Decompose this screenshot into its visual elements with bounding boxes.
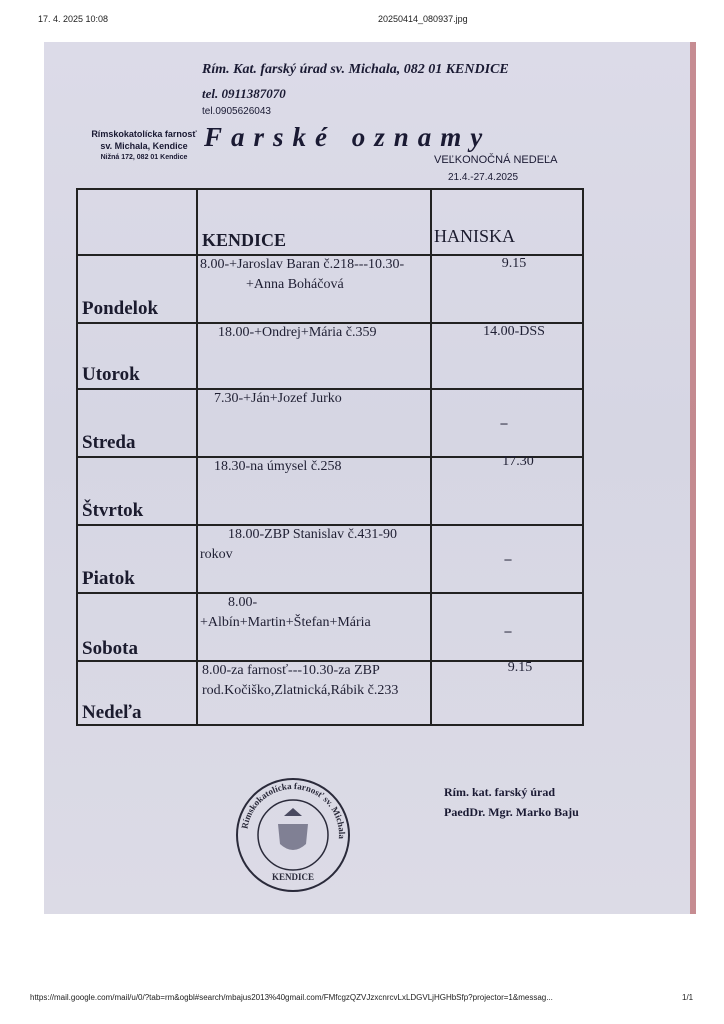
stamp-text: Rímskokatolícka farnosť sv. Michala xyxy=(239,780,348,840)
kendice-saturday-2: +Albín+Martin+Štefan+Mária xyxy=(200,615,371,630)
haniska-sunday: 9.15 xyxy=(507,660,533,675)
kendice-wednesday: 7.30-+Ján+Jozef Jurko xyxy=(214,391,342,406)
haniska-monday: 9.15 xyxy=(501,256,527,271)
signature-block xyxy=(444,782,579,822)
page-title: Farské oznamy xyxy=(204,122,492,152)
stamp-town: KENDICE xyxy=(271,872,315,882)
print-filename: 20250414_080937.jpg xyxy=(378,14,468,24)
divider xyxy=(78,592,582,594)
day-thursday: Štvrtok xyxy=(82,500,144,521)
kendice-saturday: 8.00- xyxy=(228,595,258,610)
signature-office: Rím. kat. farský úrad xyxy=(444,785,556,799)
scan-edge xyxy=(690,42,696,914)
kendice-sunday-2: rod.Kočiško,Zlatnická,Rábik č.233 xyxy=(202,683,399,698)
parish-block xyxy=(74,128,214,164)
kendice-friday: 18.00-ZBP Stanislav č.431-90 xyxy=(228,527,398,542)
kendice-monday-2: +Anna Boháčová xyxy=(246,277,344,292)
column-header-haniska: HANISKA xyxy=(434,226,515,246)
haniska-saturday: – xyxy=(504,624,512,639)
schedule-table xyxy=(76,188,584,726)
scanned-document xyxy=(44,42,696,914)
haniska-tuesday: 14.00-DSS xyxy=(483,324,545,339)
kendice-sunday: 8.00-za farnosť---10.30-za ZBP xyxy=(202,663,380,678)
column-header-kendice: KENDICE xyxy=(202,230,287,250)
kendice-tuesday: 18.00-+Ondrej+Mária č.359 xyxy=(218,325,377,340)
haniska-friday: – xyxy=(504,552,512,567)
kendice-friday-2: rokov xyxy=(200,547,233,562)
parish-address: Rím. Kat. farský úrad sv. Michala, 082 01 KENDICE xyxy=(202,62,509,77)
print-url: https://mail.google.com/mail/u/0/?tab=rm&ogbl#search/mbajus2013%40gmail.com/FMfcgzQZVJzxcnrcvLxLDGVLjHGHbSfp?projector=1&messag... xyxy=(30,993,553,1002)
day-wednesday: Streda xyxy=(82,432,136,453)
phone-primary: tel. 0911387070 xyxy=(202,86,286,101)
kendice-monday: 8.00-+Jaroslav Baran č.218---10.30- xyxy=(200,257,405,272)
haniska-wednesday: – xyxy=(500,416,508,431)
print-date: 17. 4. 2025 10:08 xyxy=(38,14,109,24)
day-sunday: Nedeľa xyxy=(82,702,142,723)
phone-secondary: tel.0905626043 xyxy=(202,106,271,117)
parish-name: Rímskokatolícka farnosť xyxy=(91,129,197,139)
parish-stamp-icon xyxy=(234,776,352,894)
day-monday: Pondelok xyxy=(82,298,159,319)
parish-street: Nižná 172, 082 01 Kendice xyxy=(100,154,188,161)
day-tuesday: Utorok xyxy=(82,364,140,385)
day-friday: Piatok xyxy=(82,568,135,589)
parish-subname: sv. Michala, Kendice xyxy=(100,141,188,151)
haniska-thursday: 17.30 xyxy=(502,454,534,469)
week-name: VEĽKONOČNÁ NEDEĽA xyxy=(434,154,558,166)
kendice-thursday: 18.30-na úmysel č.258 xyxy=(214,459,342,474)
day-saturday: Sobota xyxy=(82,638,138,659)
week-dates: 21.4.-27.4.2025 xyxy=(448,172,519,183)
print-page-number: 1/1 xyxy=(682,993,694,1002)
signature-name: PaedDr. Mgr. Marko Baju xyxy=(444,805,579,819)
